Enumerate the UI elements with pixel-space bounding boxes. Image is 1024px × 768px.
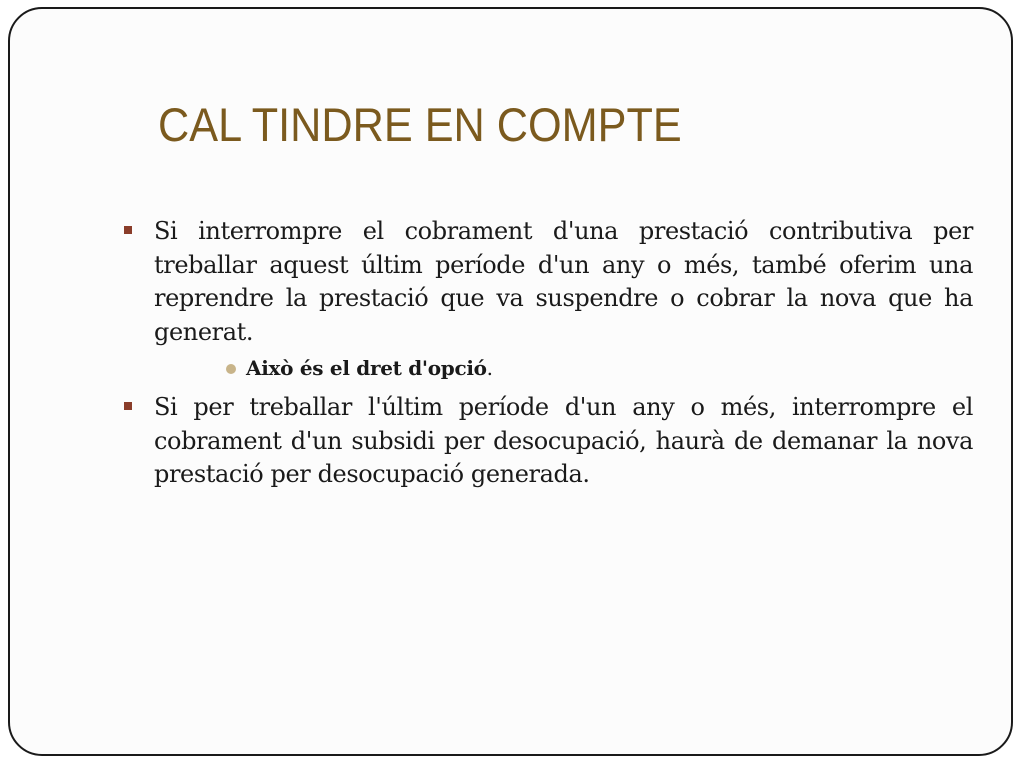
square-bullet-icon	[124, 226, 132, 234]
sub-bullet-suffix: .	[486, 356, 493, 380]
sub-bullet-item	[246, 353, 973, 383]
slide-frame	[8, 7, 1013, 756]
square-bullet-icon	[124, 402, 132, 410]
round-bullet-icon	[226, 364, 236, 374]
bullet-text-2: Si per treballar l'últim període d'un any o més, interrompre el cobrament d'un subsidi per desocupació, haurà de demanar la nova prestació per desocupació generada.	[154, 393, 973, 488]
bullet-text-1: Si interrompre el cobrament d'una prestació contributiva per treballar aquest últim període d'un any o més, també oferim una reprendre la prestació que va suspendre o cobrar la nova que ha generat.	[154, 217, 973, 346]
bullet-item-1	[154, 215, 973, 349]
sub-bullet-bold-text: Això és el dret d'opció	[246, 356, 487, 380]
bullet-item-2	[154, 391, 973, 492]
slide-content	[154, 215, 973, 492]
slide-title: CAL TINDRE EN COMPTE	[158, 98, 682, 151]
